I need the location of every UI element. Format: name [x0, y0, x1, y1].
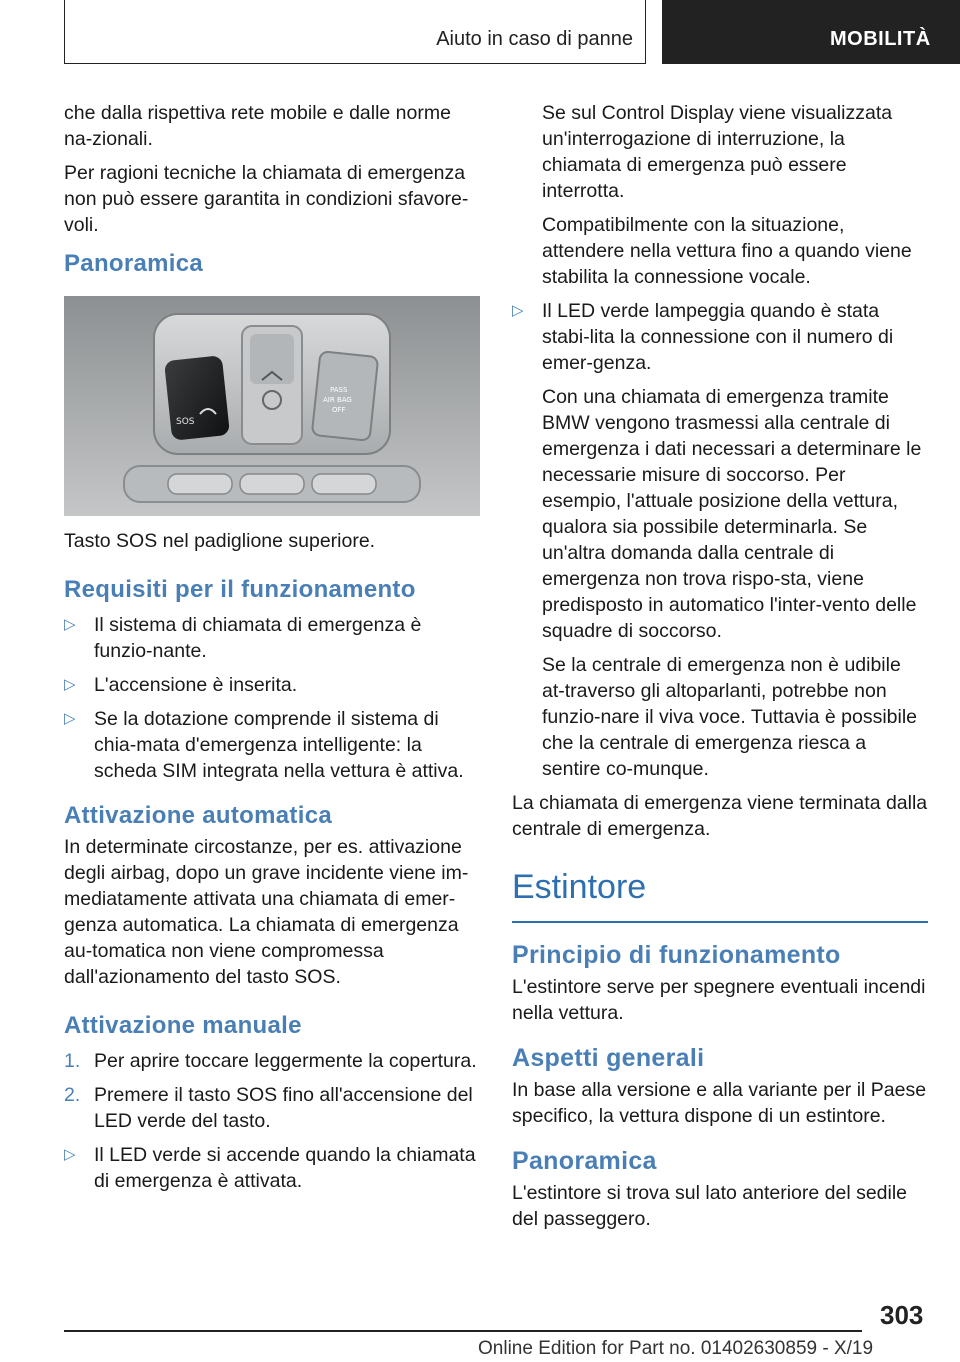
paragraph: che dalla rispettiva rete mobile e dalle norme na-zionali.: [64, 102, 451, 150]
paragraph: Se sul Control Display viene visualizzata un'interrogazione di interruzione, la chiamata di emergenza può essere interrotta.: [542, 102, 893, 202]
section-divider: [512, 921, 928, 923]
svg-text:OFF: OFF: [332, 406, 346, 414]
list-item: ▷ Il LED verde lampeggia quando è stata stabi-lita la connessione con il numero di emer-genza.: [512, 300, 894, 374]
list-item: ▷ Il sistema di chiamata di emergenza è funzio-nante.: [64, 614, 422, 662]
triangle-bullet-icon: ▷: [64, 1146, 76, 1163]
heading-panoramica: Panoramica: [64, 250, 204, 277]
left-column: [64, 100, 480, 1202]
paragraph: Compatibilmente con la situazione, attendere nella vettura fino a quando viene stabilita la connessione vocale.: [542, 214, 912, 288]
heading-attivazione-manuale: Attivazione manuale: [64, 1012, 302, 1039]
heading-estintore: Estintore: [512, 868, 647, 906]
svg-text:SOS: SOS: [176, 417, 195, 427]
header-section-title: Aiuto in caso di panne: [436, 28, 633, 50]
svg-text:AIR BAG: AIR BAG: [323, 396, 352, 404]
list-item: ▷ L'accensione è inserita.: [64, 674, 298, 696]
paragraph: Con una chiamata di emergenza tramite BMW vengono trasmessi alla centrale di emergenza i dati necessari a determinare le necessarie misure di soccorso. Per esempio, l'attuale posizione della vettura, qualora sia possibile determinarla. Se un'altra domanda dalla centrale di emergenza non trova rispo-sta, viene predisposto in automatico l'inter-vento delle squadre di soccorso.: [542, 386, 922, 642]
header-section-box: [64, 0, 646, 64]
list-item: ▷ Se la dotazione comprende il sistema di chia-mata d'emergenza intelligente: la scheda SIM integrata nella vettura è attiva.: [64, 708, 464, 782]
list-item: ▷ Il LED verde si accende quando la chiamata di emergenza è attivata.: [64, 1144, 476, 1192]
heading-requisiti: Requisiti per il funzionamento: [64, 576, 416, 603]
step-item: 2. Premere il tasto SOS fino all'accensione del LED verde del tasto.: [64, 1084, 473, 1132]
paragraph: Se la centrale di emergenza non è udibile at-traverso gli altoparlanti, potrebbe non funzio-nare il viva voce. Tuttavia è possibile che la centrale di emergenza riesca a sentire co-munque.: [542, 654, 918, 780]
paragraph: Per ragioni tecniche la chiamata di emergenza non può essere garantita in condizioni sfavore-voli.: [64, 162, 469, 236]
image-caption: Tasto SOS nel padiglione superiore.: [64, 530, 376, 552]
heading-attivazione-automatica: Attivazione automatica: [64, 802, 332, 829]
step-item: 1. Per aprire toccare leggermente la copertura.: [64, 1050, 477, 1072]
triangle-bullet-icon: ▷: [64, 710, 76, 727]
header-chapter-tab: [662, 0, 960, 64]
page-number: 303: [880, 1300, 924, 1330]
triangle-bullet-icon: ▷: [64, 616, 76, 633]
footer-edition: Online Edition for Part no. 01402630859 - X/19: [478, 1338, 874, 1359]
sos-button-photo: [64, 296, 480, 516]
paragraph: In base alla versione e alla variante per il Paese specifico, la vettura dispone di un estintore.: [512, 1078, 927, 1127]
paragraph: La chiamata di emergenza viene terminata dalla centrale di emergenza.: [512, 792, 928, 840]
triangle-bullet-icon: ▷: [64, 676, 76, 693]
triangle-bullet-icon: ▷: [512, 302, 524, 319]
header-chapter-title: MOBILITÀ: [830, 28, 931, 50]
heading-principio: Principio di funzionamento: [512, 940, 841, 969]
paragraph: L'estintore si trova sul lato anteriore del sedile del passeggero.: [512, 1181, 908, 1230]
paragraph: L'estintore serve per spegnere eventuali incendi nella vettura.: [512, 975, 926, 1024]
right-column: [512, 100, 928, 1240]
paragraph: In determinate circostanze, per es. attivazione degli airbag, dopo un grave incidente viene im-mediatamente attivata una chiamata di emer-genza automatica. La chiamata di emergenza au-tomatica non viene compromessa dall'azionamento del tasto SOS.: [64, 836, 469, 988]
svg-text:PASS: PASS: [330, 386, 348, 394]
footer-rule: [64, 1330, 862, 1332]
heading-panoramica-estintore: Panoramica: [512, 1146, 657, 1175]
heading-aspetti: Aspetti generali: [512, 1043, 705, 1072]
